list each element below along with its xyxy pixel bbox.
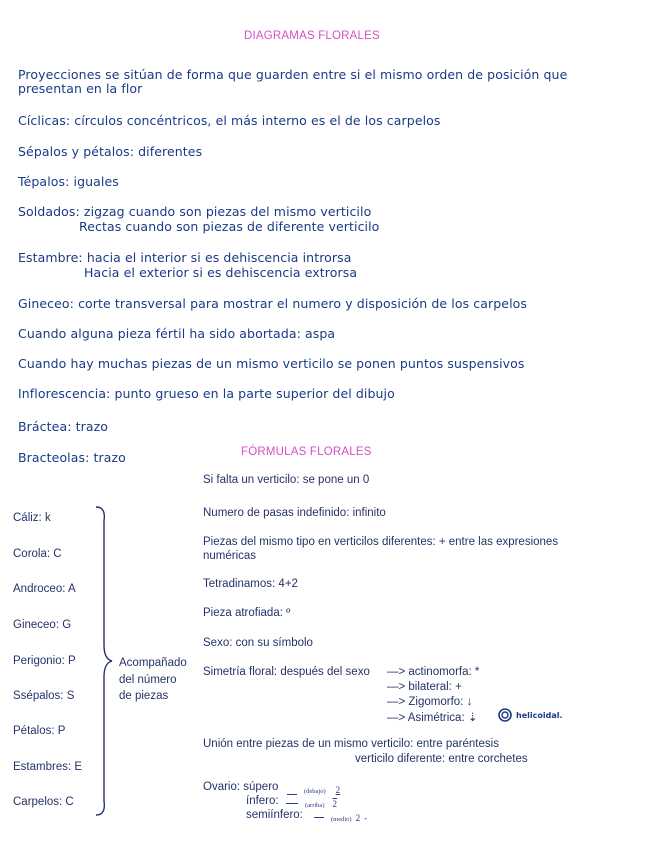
line-proyecciones-2: presentan en la flor [18,81,143,96]
supero-note: (debajo) [304,788,326,795]
line-gineceo: Gineceo: corte transversal para mostrar el numero y disposición de los carpelos [18,296,528,311]
line-estambre-2: Hacia el exterior si es dehiscencia extrorsa [84,265,358,280]
rule-falta: Si falta un verticilo: se pone un 0 [203,474,370,486]
line-muchas: Cuando hay muchas piezas de un mismo verticilo se ponen puntos suspensivos [18,356,525,371]
ovario-semiinfero-mark [314,808,367,826]
spiral-icon [497,708,513,722]
rule-mismo-tipo-1: Piezas del mismo tipo en verticilos diferentes: + entre las expresiones [203,536,559,548]
ovario-infero: ínfero: [246,795,279,807]
semiinfero-dash: - [364,813,368,823]
rule-mismo-tipo-2: numéricas [203,550,257,562]
organ-sepalos: Ssépalos: S [13,690,75,702]
line-tepalos: Tépalos: iguales [18,174,119,189]
supero-num: 2 [335,785,341,795]
acompanado-line-3: de piezas [119,690,169,702]
line-abortada: Cuando alguna pieza fértil ha sido abortada: aspa [18,326,336,341]
rule-union-1: Unión entre piezas de un mismo verticilo: entre paréntesis [203,738,499,750]
organ-petalos: Pétalos: P [13,725,66,737]
organ-carpelos: Carpelos: C [13,796,74,808]
organ-caliz: Cáliz: k [13,512,51,524]
line-estambre-1: Estambre: hacia el interior si es dehiscencia introrsa [18,250,352,265]
line-soldados-1: Soldados: zigzag cuando son piezas del mismo verticilo [18,204,372,219]
line-inflorescencia: Inflorescencia: punto grueso en la parte superior del dibujo [18,386,395,401]
semiinfero-note: (medio) [331,816,352,823]
rule-indefinido: Numero de pasas indefinido: infinito [203,507,386,519]
infero-line [286,803,298,804]
rule-tetradinamos: Tetradinamos: 4+2 [203,578,298,590]
simetria-actinomorfa: —> actinomorfa: * [387,666,480,678]
line-ciclicas: Cíclicas: círculos concéntricos, el más interno es el de los carpelos [18,113,441,128]
organ-androceo: Androceo: A [13,583,76,595]
helicoidal-label: helicoidal. [516,711,563,720]
curly-brace-icon [92,505,114,817]
semiinfero-num: 2 [355,813,361,823]
line-sepalos: Sépalos y pétalos: diferentes [18,144,203,159]
acompanado-line-1: Acompañado [119,657,187,669]
line-soldados-2: Rectas cuando son piezas de diferente verticilo [79,219,380,234]
simetria-asimetrica: —> Asimétrica: ⇣ [387,712,478,724]
ovario-supero: Ovario: súpero [203,781,279,793]
simetria-bilateral: —> bilateral: + [387,681,462,693]
organ-perigonio: Perigonio: P [13,655,76,667]
line-proyecciones-1: Proyecciones se sitúan de forma que guarden entre si el mismo orden de posición que [18,67,568,82]
infero-num: 2 [332,799,337,809]
title-diagramas: DIAGRAMAS FLORALES [244,30,380,42]
simetria-zigomorfo: —> Zigomorfo: ↓ [387,696,473,708]
semiinfero-line [314,817,324,818]
title-formulas: FÓRMULAS FLORALES [241,446,372,458]
rule-atrofiada: Pieza atrofiada: º [203,607,291,619]
rule-sexo: Sexo: con su símbolo [203,637,313,649]
acompanado-line-2: del número [119,674,177,686]
organ-estambres: Estambres: E [13,761,83,773]
line-bractea: Bráctea: trazo [18,419,108,434]
line-bracteolas: Bracteolas: trazo [18,450,126,465]
infero-note: (arriba) [305,802,325,809]
organ-corola: Corola: C [13,548,62,560]
ovario-semiinfero: semiínfero: [246,809,303,821]
rule-union-2: verticilo diferente: entre corchetes [355,753,528,765]
organ-gineceo: Gineceo: G [13,619,72,631]
rule-simetria: Simetría floral: después del sexo [203,666,370,678]
